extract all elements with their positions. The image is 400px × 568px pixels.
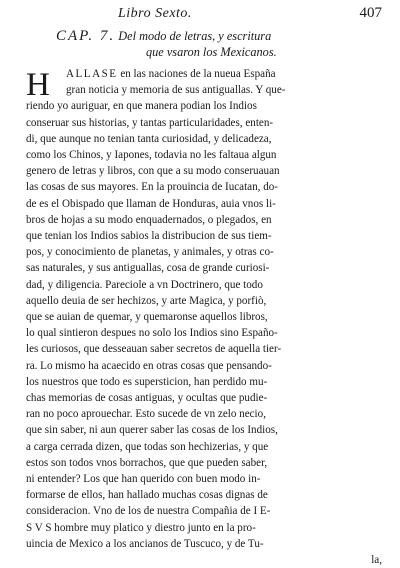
text-line: ran no poco aprouechar. Esto sucede de vn zelo necio,: [26, 408, 266, 421]
text-line: chas memorias de cosas antiguas, y ocultas que pudie-: [26, 392, 268, 405]
text-line: genero de letras y libros, con que a su modo conseruauan: [26, 165, 280, 178]
text-line: uincia de Mexico a los ancianos de Tuscuco, y de Tu-: [26, 537, 264, 550]
text-line: aquello deuia de ser hechizos, y arte Magica, y porfiò,: [26, 294, 267, 307]
text-line: consideracion. Vno de los de nuestra Compañia de I E-: [26, 505, 271, 518]
text-line: las cosas de sus mayores. En la prouincia de Iucatan, do-: [26, 181, 278, 194]
text-line: dad, y diligencia. Pareciole a vn Doctrinero, que todo: [26, 278, 263, 291]
chapter-heading: [56, 28, 376, 60]
text-line: lo qual sintieron despues no solo los Indios sino Españo-: [26, 327, 278, 340]
first-line-rest: en las naciones de la nueua España: [120, 68, 276, 80]
text-line-1: [26, 66, 388, 82]
text-line: gran noticia y memoria de sus antiguallas. Y que-: [66, 84, 286, 97]
text-line: pos, y conocimiento de planetas, y animales, y otras co-: [26, 246, 274, 259]
chapter-label: CAP. 7.: [56, 28, 116, 44]
page-header: [0, 4, 400, 24]
text-line: formarse de ellos, han hallado muchas cosas dignas de: [26, 489, 268, 502]
text-line: les curiosos, que desseauan saber secretos de aquella tier-: [26, 343, 282, 356]
text-line: que tenian los Indios sabios la distribucion de sus tiem-: [26, 230, 272, 243]
text-line: ni entender? Los que han querido con buen modo in-: [26, 473, 261, 486]
text-line: riendo yo auriguar, en que manera podian los Indios: [26, 100, 257, 113]
chapter-title-part-1: Del modo de letras, y escritura: [118, 29, 272, 43]
page-number: 407: [359, 5, 382, 21]
drop-cap-letter: H: [26, 67, 50, 103]
text-line: como los Chinos, y Iapones, todavia no les faltaua algun: [26, 149, 277, 162]
running-head: Libro Sexto.: [118, 6, 192, 21]
text-line: estos son todos vnos borrachos, que que pueden saber,: [26, 456, 268, 469]
text-line: los nuestros que todo es supersticion, han perdido mu-: [26, 375, 268, 388]
body-text: [26, 66, 388, 568]
chapter-title-line-2: que vsaron los Mexicanos.: [146, 45, 277, 59]
text-line: la,: [371, 554, 382, 567]
chapter-title-line-1: [56, 28, 376, 44]
text-line: sas naturales, y sus antiguallas, cosa de grande curiosi-: [26, 262, 270, 275]
text-line: conseruar sus historias, y tantas particularidades, enten-: [26, 116, 274, 129]
text-line: di, que aunque no tenian tanta curiosidad, y delicadeza,: [26, 132, 272, 145]
text-line: que sin saber, ni aun querer saber las cosas de los Indios,: [26, 424, 278, 437]
text-line: a carga cerrada dizen, que todas son hechizerias, y que: [26, 440, 269, 453]
text-line: S V S hombre muy platico y diestro junto en la pro-: [26, 521, 256, 534]
text-line: de es el Obispado que llaman de Honduras, auia vnos li-: [26, 197, 276, 210]
text-line: ra. Lo mismo ha acaecido en otras cosas que pensando-: [26, 359, 272, 372]
text-line: bros de hojas a su modo enquadernados, o plegados, en: [26, 213, 272, 226]
text-line: que se auian de quemar, y quemaronse aquellos libros,: [26, 311, 268, 324]
first-word: ALLASE: [66, 68, 118, 80]
